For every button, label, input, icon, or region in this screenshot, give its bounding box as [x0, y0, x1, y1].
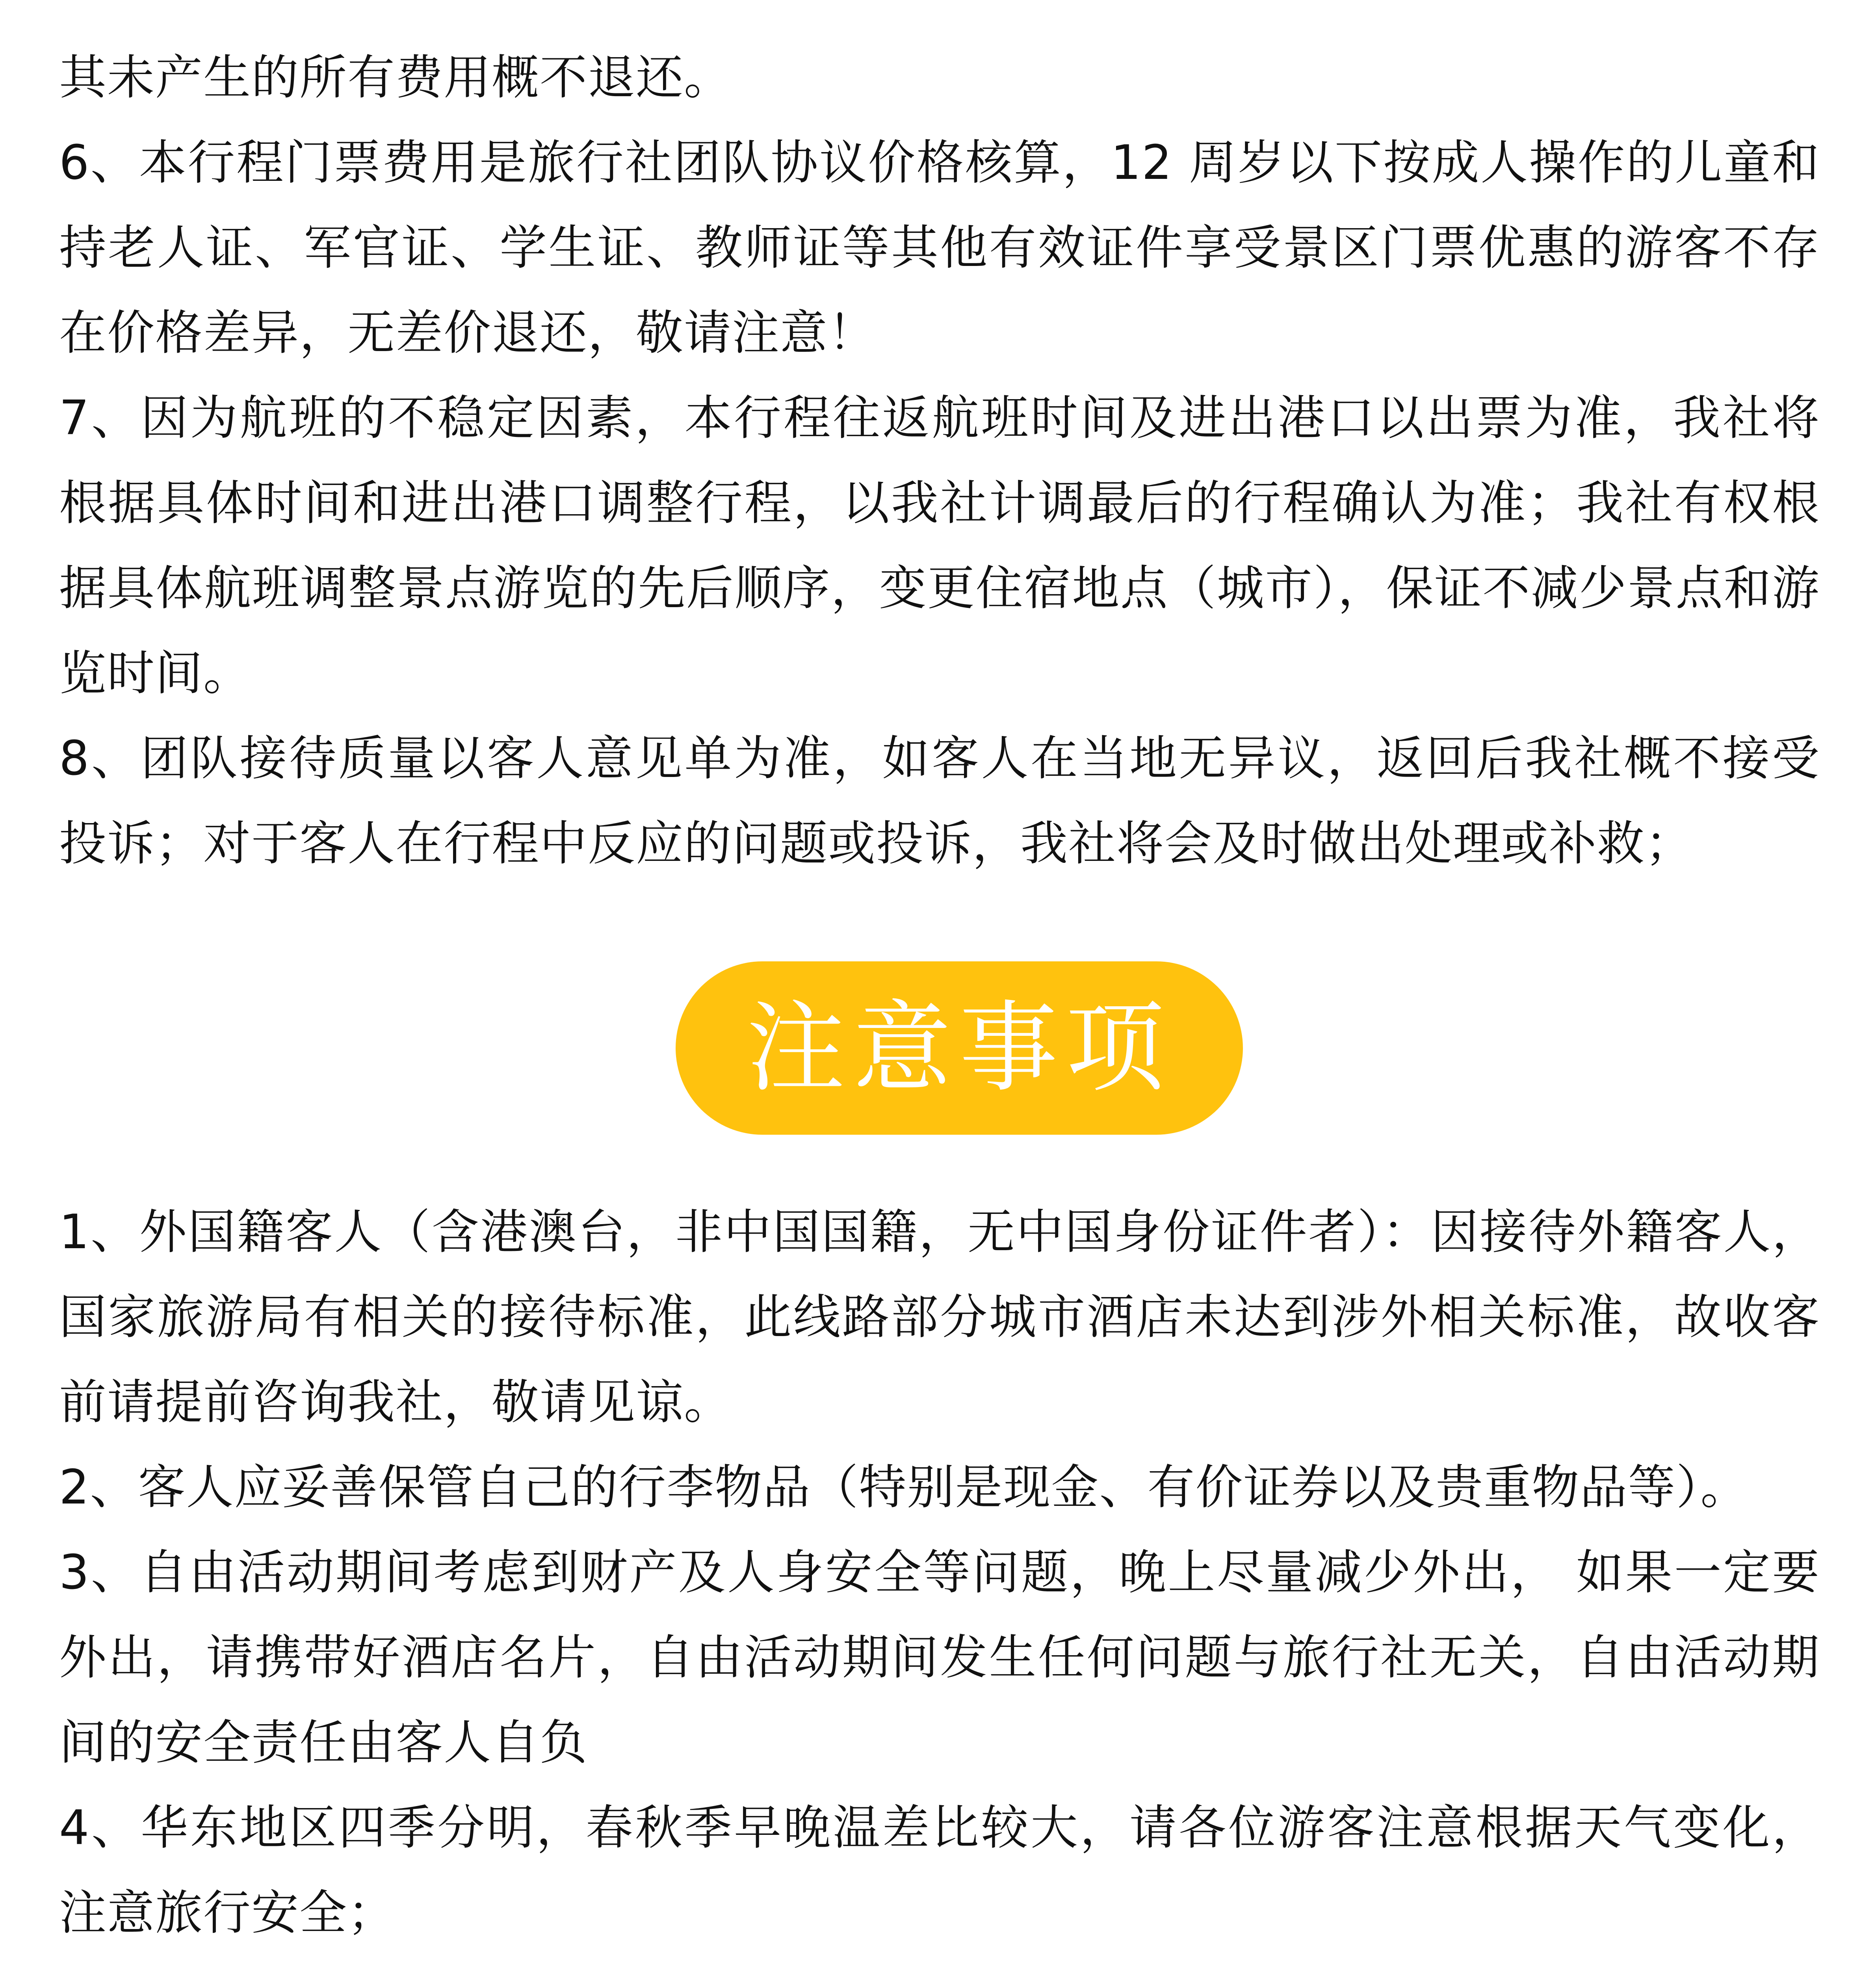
- note-item: 4、华东地区四季分明，春秋季早晚温差比较大，请各位游客注意根据天气变化，注意旅行安全；: [59, 1801, 1820, 1940]
- note-item: [59, 1956, 1820, 1970]
- notes-list: [59, 1190, 1820, 1970]
- section-title: 注意事项: [747, 991, 1172, 1105]
- terms-item: 6、本行程门票费用是旅行社团队协议价格核算，12 周岁以下按成人操作的儿童和持老人证、军官证、学生证、教师证等其他有效证件享受景区门票优惠的游客不存在价格差异，无差价退还，敬请注意！: [59, 136, 1820, 361]
- note-item: 3、自由活动期间考虑到财产及人身安全等问题，晚上尽量减少外出， 如果一定要外出，请携带好酒店名片，自由活动期间发生任何问题与旅行社无关，自由活动期间的安全责任由客人自负: [59, 1545, 1820, 1770]
- terms-item: 7、因为航班的不稳定因素，本行程往返航班时间及进出港口以出票为准，我社将根据具体时间和进出港口调整行程，以我社计调最后的行程确认为准；我社有权根据具体航班调整景点游览的先后顺序，变更住宿地点（城市），保证不减少景点和游览时间。: [59, 391, 1820, 701]
- terms-item: 其未产生的所有费用概不退还。: [59, 50, 732, 105]
- note-item: 1、外国籍客人（含港澳台，非中国国籍，无中国身份证件者）：因接待外籍客人，国家旅游局有相关的接待标准，此线路部分城市酒店未达到涉外相关标准，故收客前请提前咨询我社，敬请见谅。: [59, 1205, 1820, 1430]
- terms-item: 8、团队接待质量以客人意见单为准，如客人在当地无异议，返回后我社概不接受投诉；对于客人在行程中反应的问题或投诉，我社将会及时做出处理或补救；: [59, 731, 1820, 871]
- section-title-badge: [676, 961, 1243, 1135]
- terms-continued: [59, 35, 1820, 886]
- note-item: 2、客人应妥善保管自己的行李物品（特别是现金、有价证券以及贵重物品等）。: [59, 1460, 1749, 1515]
